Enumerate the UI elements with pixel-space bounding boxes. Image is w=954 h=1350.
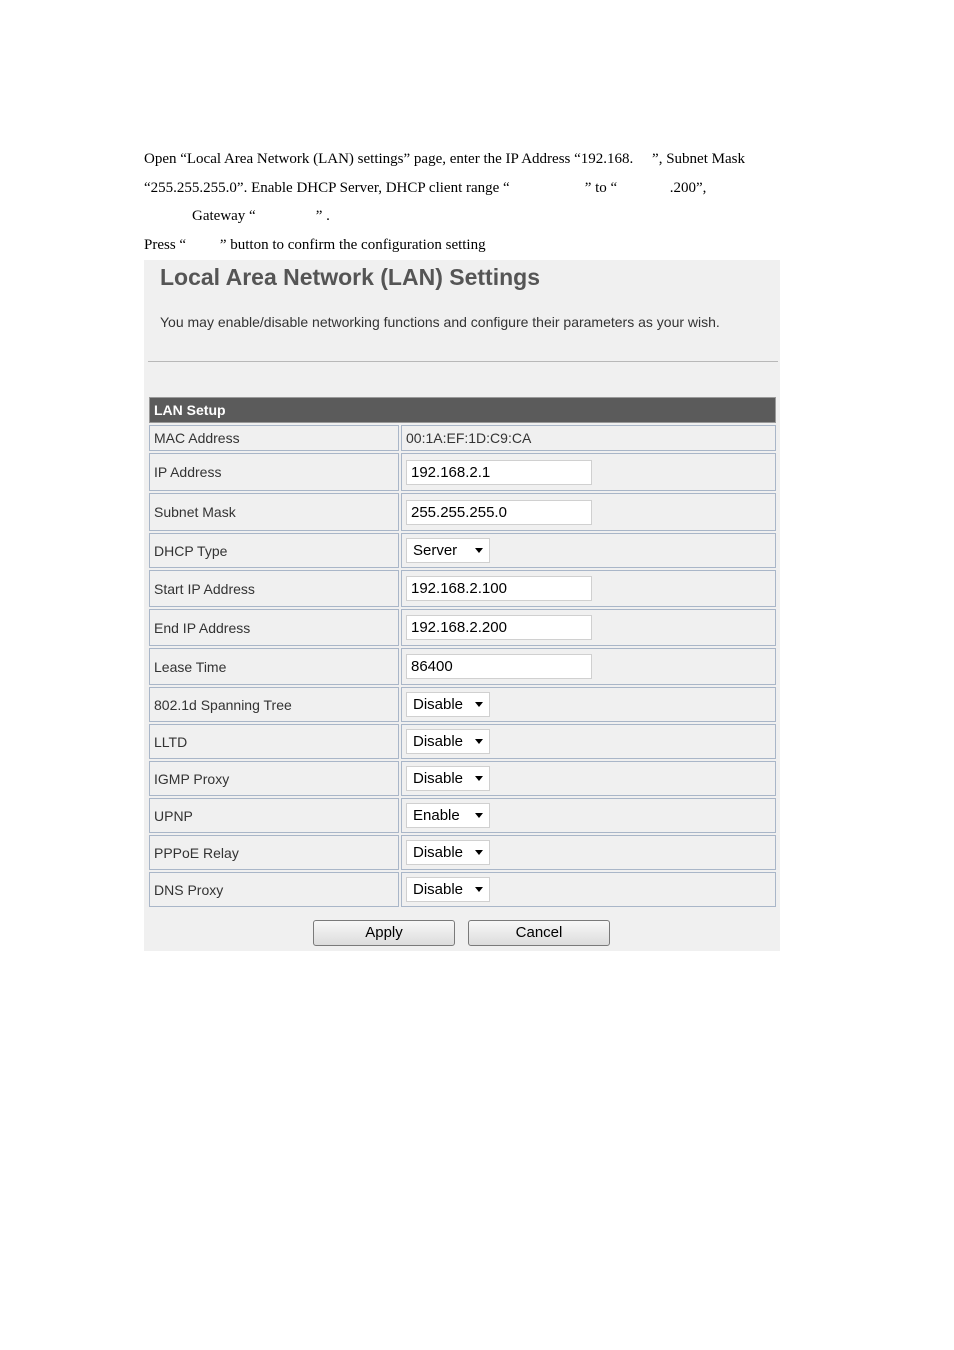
pppoe-relay-selected: Disable bbox=[413, 844, 464, 861]
chevron-down-icon bbox=[475, 776, 483, 781]
lltd-select[interactable] bbox=[406, 729, 490, 754]
chevron-down-icon bbox=[475, 548, 483, 553]
page-description: You may enable/disable networking functions and configure their parameters as your wish. bbox=[160, 314, 720, 330]
mac-address-label: MAC Address bbox=[149, 425, 399, 451]
row-lltd bbox=[149, 724, 776, 759]
instruction-line-3: Gateway “ ” . bbox=[192, 208, 330, 224]
row-lease-time bbox=[149, 648, 776, 685]
igmp-proxy-label: IGMP Proxy bbox=[149, 761, 399, 796]
dhcp-type-label: DHCP Type bbox=[149, 533, 399, 568]
lltd-cell bbox=[401, 724, 776, 759]
lease-time-label: Lease Time bbox=[149, 648, 399, 685]
dns-proxy-select[interactable] bbox=[406, 877, 490, 902]
pppoe-relay-select[interactable] bbox=[406, 840, 490, 865]
start-ip-input[interactable]: 192.168.2.100 bbox=[406, 576, 592, 601]
upnp-label: UPNP bbox=[149, 798, 399, 833]
igmp-proxy-cell bbox=[401, 761, 776, 796]
page-title: Local Area Network (LAN) Settings bbox=[160, 264, 540, 290]
dhcp-type-cell bbox=[401, 533, 776, 568]
divider bbox=[148, 361, 778, 362]
start-ip-cell bbox=[401, 570, 776, 607]
chevron-down-icon bbox=[475, 850, 483, 855]
dhcp-type-selected: Server bbox=[413, 542, 458, 559]
row-igmp-proxy bbox=[149, 761, 776, 796]
end-ip-label: End IP Address bbox=[149, 609, 399, 646]
spanning-tree-selected: Disable bbox=[413, 696, 464, 713]
subnet-mask-input[interactable]: 255.255.255.0 bbox=[406, 500, 592, 525]
chevron-down-icon bbox=[475, 739, 483, 744]
lease-time-input[interactable]: 86400 bbox=[406, 654, 592, 679]
upnp-cell bbox=[401, 798, 776, 833]
ip-address-cell bbox=[401, 453, 776, 491]
row-start-ip bbox=[149, 570, 776, 607]
instruction-line-4: Press “ ” button to confirm the configuration setting bbox=[144, 237, 486, 253]
dns-proxy-cell bbox=[401, 872, 776, 907]
start-ip-label: Start IP Address bbox=[149, 570, 399, 607]
lan-setup-header: LAN Setup bbox=[149, 397, 776, 423]
lltd-selected: Disable bbox=[413, 733, 464, 750]
chevron-down-icon bbox=[475, 702, 483, 707]
dhcp-type-select[interactable] bbox=[406, 538, 490, 563]
dns-proxy-selected: Disable bbox=[413, 881, 464, 898]
cancel-button[interactable]: Cancel bbox=[468, 920, 610, 946]
ip-address-label: IP Address bbox=[149, 453, 399, 491]
row-mac-address bbox=[149, 425, 776, 451]
row-end-ip bbox=[149, 609, 776, 646]
chevron-down-icon bbox=[475, 813, 483, 818]
end-ip-input[interactable]: 192.168.2.200 bbox=[406, 615, 592, 640]
apply-button[interactable]: Apply bbox=[313, 920, 455, 946]
chevron-down-icon bbox=[475, 887, 483, 892]
mac-address-value: 00:1A:EF:1D:C9:CA bbox=[401, 425, 776, 451]
upnp-selected: Enable bbox=[413, 807, 460, 824]
spanning-tree-label: 802.1d Spanning Tree bbox=[149, 687, 399, 722]
igmp-proxy-selected: Disable bbox=[413, 770, 464, 787]
row-dhcp-type bbox=[149, 533, 776, 568]
row-spanning-tree bbox=[149, 687, 776, 722]
row-upnp bbox=[149, 798, 776, 833]
igmp-proxy-select[interactable] bbox=[406, 766, 490, 791]
instruction-line-2: “255.255.255.0”. Enable DHCP Server, DHCP client range “ ” to “ .200”, bbox=[144, 180, 707, 196]
spanning-tree-cell bbox=[401, 687, 776, 722]
instruction-line-1: Open “Local Area Network (LAN) settings” page, enter the IP Address “192.168. ”, Subnet Mask bbox=[144, 151, 745, 167]
lan-setup-table bbox=[149, 397, 776, 909]
subnet-mask-cell bbox=[401, 493, 776, 531]
subnet-mask-label: Subnet Mask bbox=[149, 493, 399, 531]
row-ip-address bbox=[149, 453, 776, 491]
end-ip-cell bbox=[401, 609, 776, 646]
lease-time-cell bbox=[401, 648, 776, 685]
spanning-tree-select[interactable] bbox=[406, 692, 490, 717]
row-dns-proxy bbox=[149, 872, 776, 907]
row-pppoe-relay bbox=[149, 835, 776, 870]
pppoe-relay-cell bbox=[401, 835, 776, 870]
row-subnet-mask bbox=[149, 493, 776, 531]
upnp-select[interactable] bbox=[406, 803, 490, 828]
lan-settings-panel bbox=[144, 260, 780, 951]
dns-proxy-label: DNS Proxy bbox=[149, 872, 399, 907]
pppoe-relay-label: PPPoE Relay bbox=[149, 835, 399, 870]
lltd-label: LLTD bbox=[149, 724, 399, 759]
ip-address-input[interactable]: 192.168.2.1 bbox=[406, 460, 592, 485]
